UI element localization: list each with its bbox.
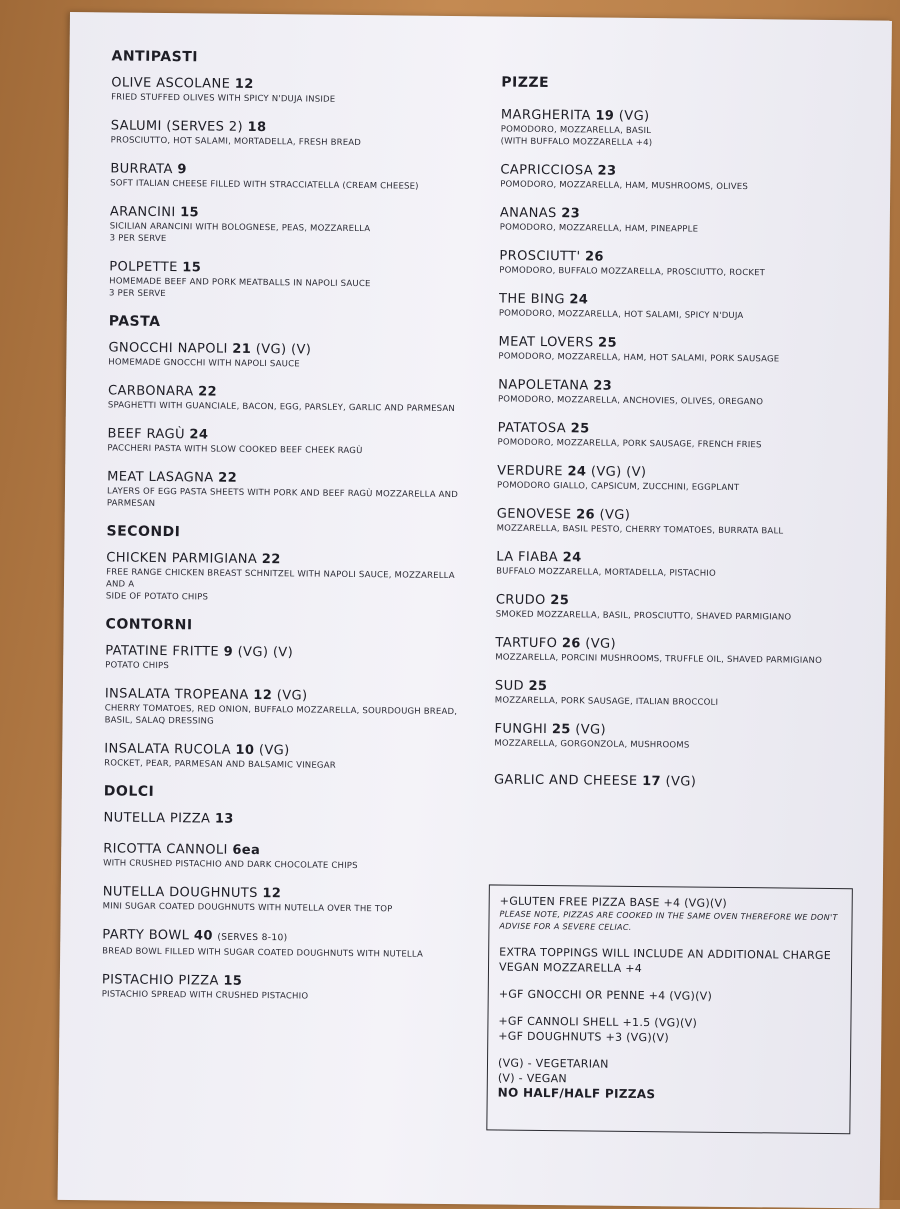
menu-item <box>102 926 462 961</box>
menu-item <box>109 258 469 303</box>
item-description: PISTACHIO SPREAD WITH CRUSHED PISTACHIO <box>101 989 309 1002</box>
item-diet: (SERVES 8-10) <box>217 932 288 944</box>
item-price: 25 <box>551 722 571 738</box>
item-diet: (VG) <box>276 688 308 704</box>
item-description: MOZZARELLA, PORCINI MUSHROOMS, TRUFFLE OIL, SHAVED PARMIGIANO <box>495 652 823 666</box>
item-name: PATATINE FRITTE <box>105 643 220 660</box>
item-price: 15 <box>180 205 200 221</box>
item-name: TARTUFO <box>495 635 558 652</box>
item-price: 23 <box>593 378 613 394</box>
item-price: 26 <box>561 636 581 652</box>
item-name: PROSCIUTT' <box>499 248 581 265</box>
item-price: 12 <box>262 886 282 902</box>
item-description: MINI SUGAR COATED DOUGHNUTS WITH NUTELLA OVER THE TOP <box>102 901 393 915</box>
section-title: ANTIPASTI <box>111 48 199 66</box>
menu-item <box>110 203 470 248</box>
item-name: PATATOSA <box>497 420 567 437</box>
item-description: SICILIAN ARANCINI WITH BOLOGNESE, PEAS, MOZZARELLA <box>109 221 371 235</box>
menu-item <box>495 634 865 667</box>
vegan-mozzarella: VEGAN MOZZARELLA +4 <box>498 960 643 976</box>
item-description: PROSCIUTTO, HOT SALAMI, MORTADELLA, FRESH BREAD <box>110 135 362 149</box>
menu-item <box>104 740 464 773</box>
item-name: LA FIABA <box>496 549 559 566</box>
item-list <box>102 809 464 1004</box>
menu-item <box>497 420 867 453</box>
item-name: NUTELLA DOUGHNUTS <box>102 884 258 902</box>
item-diet: (VG) <box>575 722 607 738</box>
menu-sheet <box>58 12 892 1209</box>
item-name: MEAT LASAGNA <box>107 469 214 486</box>
item-description: FREE RANGE CHICKEN BREAST SCHNITZEL WITH NAPOLI SAUCE, MOZZARELLA AND A <box>105 567 455 590</box>
item-name: POLPETTE <box>109 259 178 276</box>
item-description: BASIL, SALAQ DRESSING <box>104 715 214 727</box>
item-description: POMODORO GIALLO, CAPSICUM, ZUCCHINI, EGGPLANT <box>497 480 740 494</box>
menu-item <box>499 248 869 281</box>
item-description: HOMEMADE BEEF AND PORK MEATBALLS IN NAPOLI SAUCE <box>109 276 371 290</box>
item-price: 21 <box>232 341 252 357</box>
menu-item <box>111 117 471 150</box>
item-diet: (VG) <box>618 108 650 125</box>
menu-item <box>496 548 866 581</box>
item-name: INSALATA RUCOLA <box>104 741 231 758</box>
section-title: SECONDI <box>106 523 181 541</box>
item-price: 25 <box>550 593 570 609</box>
item-list <box>109 74 471 303</box>
menu-item <box>499 291 869 324</box>
item-diet: (VG) (V) <box>590 464 647 481</box>
item-name: ANANAS <box>499 205 557 222</box>
item-description: HOMEMADE GNOCCHI WITH NAPOLI SAUCE <box>108 357 300 370</box>
item-price: 24 <box>567 464 587 480</box>
section-dolci <box>102 783 464 1004</box>
item-price: 24 <box>562 550 582 566</box>
menu-item <box>501 107 871 152</box>
item-name: SUD <box>494 678 525 694</box>
item-name: MARGHERITA <box>500 107 591 124</box>
item-name: RICOTTA CANNOLI <box>103 841 228 858</box>
item-description: POMODORO, BUFFALO MOZZARELLA, PROSCIUTTO, ROCKET <box>499 265 766 279</box>
celiac-note: PLEASE NOTE, PIZZAS ARE COOKED IN THE SAME OVEN THEREFORE WE DON'T ADVISE FOR A SEVERE CELIAC. <box>499 909 838 932</box>
item-name: CHICKEN PARMIGIANA <box>106 550 258 567</box>
menu-item <box>497 505 867 538</box>
item-description: (WITH BUFFALO MOZZARELLA +4) <box>500 136 653 149</box>
menu-item <box>111 74 471 107</box>
item-name: ARANCINI <box>109 204 176 221</box>
item-description: POMODORO, MOZZARELLA, ANCHOVIES, OLIVES, OREGANO <box>497 394 764 408</box>
menu-item <box>495 677 865 710</box>
menu-item <box>108 382 468 415</box>
item-price: 24 <box>569 292 589 308</box>
item-description: POMODORO, MOZZARELLA, HOT SALAMI, SPICY N'DUJA <box>498 308 744 322</box>
item-description: SOFT ITALIAN CHEESE FILLED WITH STRACCIATELLA (CREAM CHEESE) <box>110 178 419 192</box>
info-box <box>486 884 853 1134</box>
menu-item <box>498 377 868 410</box>
item-description: CHERRY TOMATOES, RED ONION, BUFFALO MOZZARELLA, SOURDOUGH BREAD, <box>104 703 458 718</box>
item-name: CRUDO <box>495 592 546 609</box>
menu-item <box>498 334 868 367</box>
menu-item <box>103 809 463 830</box>
section-title: PASTA <box>108 313 161 330</box>
item-price: 22 <box>261 552 281 568</box>
item-description: PACCHERI PASTA WITH SLOW COOKED BEEF CHEEK RAGÙ <box>107 443 363 457</box>
item-description: PARMESAN <box>106 498 156 509</box>
item-price: 25 <box>528 678 548 695</box>
item-list <box>104 642 465 773</box>
item-price: 15 <box>182 260 202 276</box>
item-price: 25 <box>597 335 618 351</box>
menu-item <box>102 971 462 1004</box>
item-description: ROCKET, PEAR, PARMESAN AND BALSAMIC VINEGAR <box>104 758 336 771</box>
item-diet: (VG) (V) <box>237 644 294 661</box>
item-name: CAPRICCIOSA <box>500 162 594 179</box>
item-description: POMODORO, MOZZARELLA, BASIL <box>500 124 652 137</box>
item-diet: (VG) <box>585 636 617 652</box>
menu-item <box>110 160 470 193</box>
section-pasta <box>107 313 469 513</box>
item-price: 6ea <box>232 842 261 859</box>
item-list <box>107 339 469 513</box>
item-price: 15 <box>223 973 243 989</box>
item-price: 9 <box>177 162 187 178</box>
item-description: BUFFALO MOZZARELLA, MORTADELLA, PISTACHIO <box>496 566 716 579</box>
section-title: DOLCI <box>103 783 155 800</box>
menu-item <box>497 462 867 495</box>
item-description: WITH CRUSHED PISTACHIO AND DARK CHOCOLATE CHIPS <box>103 858 358 872</box>
menu-item <box>103 883 463 916</box>
item-price: 18 <box>247 119 267 136</box>
legend-vegan: (V) - VEGAN <box>497 1071 568 1086</box>
menu-item <box>106 549 467 606</box>
item-price: 17 <box>642 774 662 790</box>
item-description: 3 PER SERVE <box>109 233 167 245</box>
item-description: POTATO CHIPS <box>105 660 170 672</box>
section-title: PIZZE <box>501 74 550 92</box>
item-diet: (VG) <box>665 774 697 790</box>
section-title: CONTORNI <box>105 616 193 634</box>
item-price: 23 <box>561 206 581 222</box>
menu-item <box>107 468 467 513</box>
item-name: PISTACHIO PIZZA <box>101 972 219 989</box>
item-price: 26 <box>584 249 605 265</box>
no-half-half: NO HALF/HALF PIZZAS <box>497 1085 656 1102</box>
menu-item-title <box>103 809 463 830</box>
section-secondi <box>106 523 467 606</box>
menu-item <box>500 205 870 238</box>
menu-item <box>496 591 866 624</box>
item-description: SMOKED MOZZARELLA, BASIL, PROSCIUTTO, SHAVED PARMIGIANO <box>495 609 792 623</box>
item-description: SPAGHETTI WITH GUANCIALE, BACON, EGG, PARSLEY, GARLIC AND PARMESAN <box>107 400 456 415</box>
item-price: 12 <box>234 76 254 92</box>
item-name: GNOCCHI NAPOLI <box>108 340 228 357</box>
item-name: MEAT LOVERS <box>498 334 594 351</box>
item-name: GENOVESE <box>496 506 572 523</box>
item-price: 22 <box>218 470 238 486</box>
item-description: POMODORO, MOZZARELLA, PORK SAUSAGE, FRENCH FRIES <box>497 437 762 451</box>
item-name: FUNGHI <box>494 721 548 738</box>
item-list <box>494 107 871 793</box>
item-price: 40 <box>193 928 213 944</box>
menu-item <box>107 425 467 458</box>
item-price: 25 <box>570 421 590 437</box>
gf-doughnuts: +GF DOUGHNUTS +3 (VG)(V) <box>498 1029 670 1045</box>
item-diet: (VG) <box>599 507 631 523</box>
gf-cannoli: +GF CANNOLI SHELL +1.5 (VG)(V) <box>498 1014 698 1030</box>
extra-toppings: EXTRA TOPPINGS WILL INCLUDE AN ADDITIONAL CHARGE <box>499 945 832 963</box>
section-pizze <box>494 75 871 793</box>
item-price: 22 <box>198 384 218 400</box>
item-description: POMODORO, MOZZARELLA, HAM, PINEAPPLE <box>499 222 699 235</box>
item-description: FRIED STUFFED OLIVES WITH SPICY N'DUJA INSIDE <box>111 92 336 105</box>
left-column <box>102 48 472 1018</box>
item-name: BEEF RAGÙ <box>107 426 185 443</box>
legend-vegetarian: (VG) - VEGETARIAN <box>497 1056 609 1071</box>
gf-gnocchi: +GF GNOCCHI OR PENNE +4 (VG)(V) <box>498 987 713 1003</box>
menu-item <box>103 840 463 873</box>
item-price: 24 <box>189 427 209 443</box>
item-description: MOZZARELLA, BASIL PESTO, CHERRY TOMATOES, BURRATA BALL <box>496 523 784 537</box>
right-column <box>494 75 872 807</box>
item-name: SALUMI (SERVES 2) <box>110 118 244 135</box>
item-name: GARLIC AND CHEESE <box>493 772 638 789</box>
item-diet: (VG) <box>258 743 290 759</box>
menu-item-title <box>494 771 864 792</box>
item-price: 19 <box>595 108 615 124</box>
item-name: PARTY BOWL <box>102 927 190 944</box>
item-description: BREAD BOWL FILLED WITH SUGAR COATED DOUGHNUTS WITH NUTELLA <box>102 946 424 960</box>
item-name: VERDURE <box>497 463 564 480</box>
item-description: LAYERS OF EGG PASTA SHEETS WITH PORK AND BEEF RAGÙ MOZZARELLA AND <box>106 486 459 501</box>
item-price: 12 <box>253 687 273 704</box>
item-name: CARBONARA <box>107 383 194 400</box>
item-name: NAPOLETANA <box>498 377 589 394</box>
menu-item <box>105 642 465 675</box>
item-price: 10 <box>235 742 255 758</box>
section-antipasti <box>109 48 472 303</box>
item-description: SIDE OF POTATO CHIPS <box>105 591 209 603</box>
menu-item <box>108 339 468 372</box>
item-name: THE BING <box>498 291 565 308</box>
menu-item <box>500 162 870 195</box>
item-name: OLIVE ASCOLANE <box>111 75 231 92</box>
item-name: INSALATA TROPEANA <box>104 686 249 703</box>
item-description: 3 PER SERVE <box>109 288 166 300</box>
item-name: NUTELLA PIZZA <box>103 810 211 827</box>
item-price: 9 <box>223 644 234 660</box>
menu-item <box>494 771 864 792</box>
item-diet: (VG) (V) <box>255 341 312 358</box>
item-price: 23 <box>597 163 617 179</box>
item-description: MOZZARELLA, PORK SAUSAGE, ITALIAN BROCCOLI <box>494 695 719 708</box>
item-list <box>106 549 467 606</box>
item-price: 13 <box>214 811 234 827</box>
item-description: POMODORO, MOZZARELLA, HAM, HOT SALAMI, PORK SAUSAGE <box>498 351 780 365</box>
item-description: MOZZARELLA, GORGONZOLA, MUSHROOMS <box>494 738 690 751</box>
item-price: 26 <box>576 507 596 523</box>
section-contorni <box>104 616 466 773</box>
item-description: POMODORO, MOZZARELLA, HAM, MUSHROOMS, OLIVES <box>500 179 749 193</box>
item-name: BURRATA <box>110 161 173 178</box>
menu-item <box>494 720 864 753</box>
menu-item <box>105 685 465 730</box>
gluten-free-base: +GLUTEN FREE PIZZA BASE +4 (VG)(V) <box>499 894 728 910</box>
